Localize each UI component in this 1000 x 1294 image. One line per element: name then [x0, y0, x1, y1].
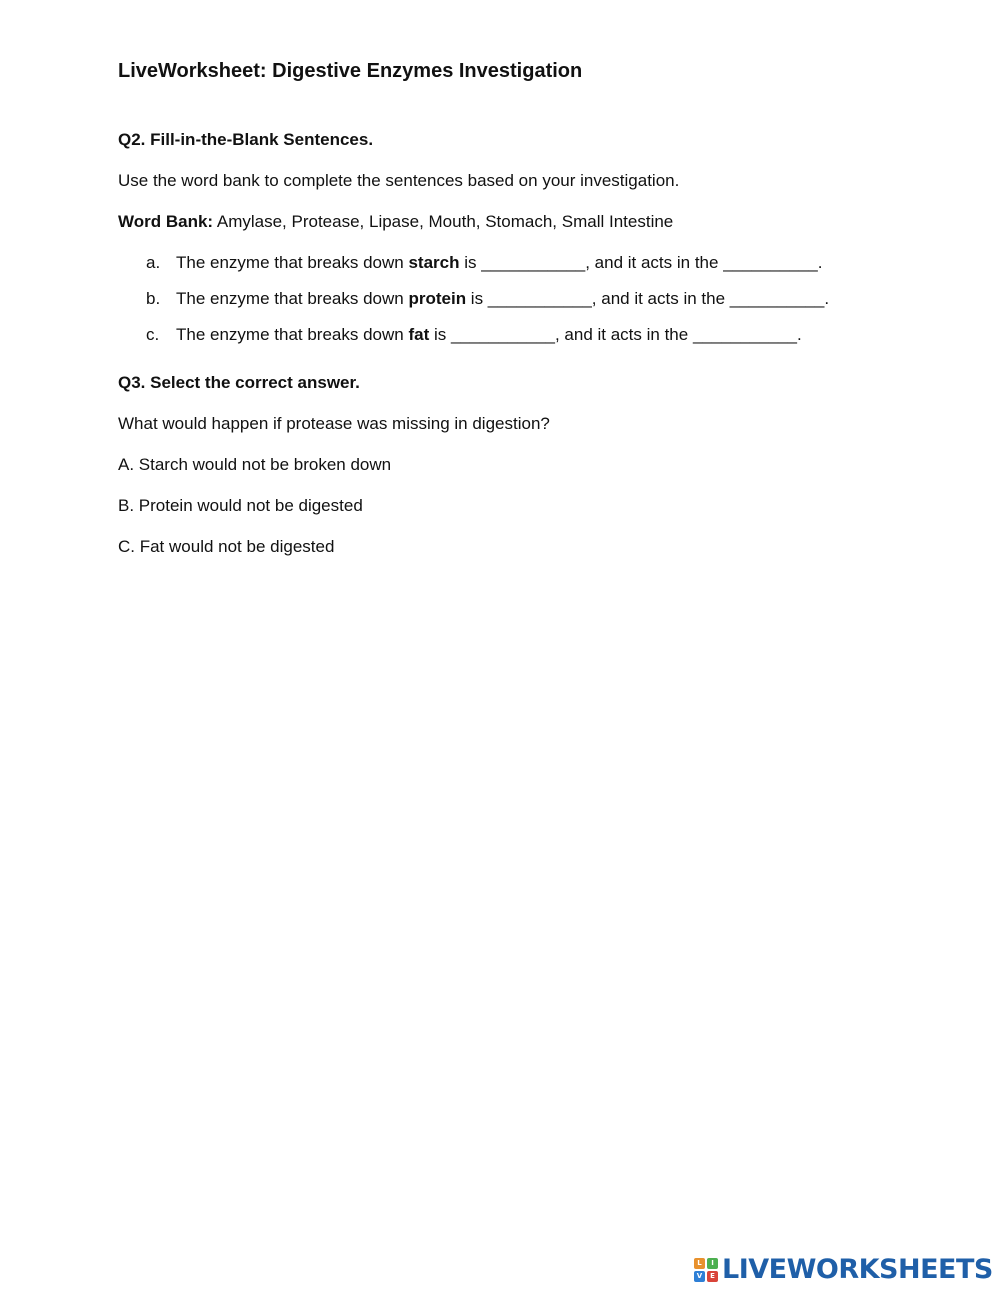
- logo-mark-cell: I: [707, 1258, 718, 1269]
- logo-mark-icon: [694, 1258, 718, 1282]
- liveworksheets-logo: [694, 1256, 993, 1284]
- item-keyword: fat: [408, 325, 430, 344]
- item-text-blanks: is ___________, and it acts in the __________.: [466, 289, 830, 308]
- item-keyword: protein: [408, 289, 467, 308]
- q2-heading: Q2. Fill-in-the-Blank Sentences.: [118, 130, 374, 149]
- item-text-pre: The enzyme that breaks down: [176, 253, 409, 272]
- item-marker: a.: [146, 253, 161, 272]
- q2-instruction: Use the word bank to complete the sentences based on your investigation.: [118, 171, 680, 190]
- item-keyword: starch: [408, 253, 460, 272]
- fill-item-b: [146, 289, 829, 309]
- fill-item-c: [146, 325, 802, 345]
- answer-option-b[interactable]: B. Protein would not be digested: [118, 496, 363, 515]
- answer-option-a[interactable]: A. Starch would not be broken down: [118, 455, 392, 474]
- item-text-pre: The enzyme that breaks down: [176, 325, 409, 344]
- item-text-blanks: is ___________, and it acts in the __________.: [459, 253, 823, 272]
- q3-heading: Q3. Select the correct answer.: [118, 373, 360, 392]
- item-marker: b.: [146, 289, 161, 308]
- item-text-pre: The enzyme that breaks down: [176, 289, 409, 308]
- item-marker: c.: [146, 325, 160, 344]
- word-bank-words: Amylase, Protease, Lipase, Mouth, Stomach, Small Intestine: [213, 212, 674, 231]
- page-title: LiveWorksheet: Digestive Enzymes Investigation: [118, 60, 583, 82]
- answer-option-c[interactable]: C. Fat would not be digested: [118, 537, 335, 556]
- logo-mark-cell: V: [694, 1271, 705, 1282]
- word-bank-label: Word Bank:: [118, 212, 214, 231]
- item-text-blanks: is ___________, and it acts in the ___________.: [429, 325, 802, 344]
- logo-text: LIVEWORKSHEETS: [722, 1254, 993, 1285]
- logo-mark-cell: E: [707, 1271, 718, 1282]
- q3-question: What would happen if protease was missing in digestion?: [118, 414, 550, 433]
- word-bank: [118, 212, 673, 232]
- fill-item-a: [146, 253, 822, 273]
- logo-mark-cell: L: [694, 1258, 705, 1269]
